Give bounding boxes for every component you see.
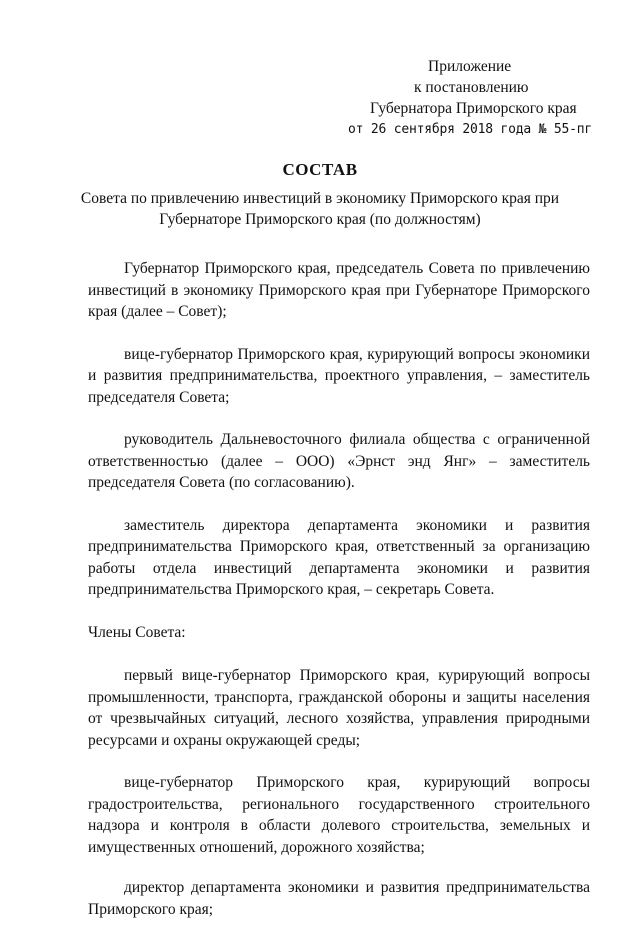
appendix-label: Приложение (428, 58, 512, 75)
appendix-date-number: от 26 сентября 2018 года № 55-пг (348, 122, 593, 137)
document-subtitle: Совета по привлечению инвестиций в экономику Приморского края при Губернаторе Приморского края (по должностям) (80, 190, 560, 228)
paragraph-deputy-chairman: вице-губернатор Приморского края, курирующий вопросы экономики и развития предпринимательства, проектного управления, – заместитель председателя Совета; (88, 345, 590, 406)
appendix-issuer: Губернатора Приморского края (370, 100, 577, 117)
paragraph-deputy-chairman-ey: руководитель Дальневосточного филиала общества с ограниченной ответственностью (далее – ООО) «Эрнст энд Янг» – заместитель председателя Совета (по согласованию). (88, 431, 590, 491)
appendix-block (330, 56, 593, 140)
member-item: директор департамента экономики и развития предпринимательства Приморского края; (88, 879, 590, 918)
document-title: СОСТАВ (282, 160, 358, 179)
paragraph-secretary: заместитель директора департамента экономики и развития предпринимательства Приморского края, ответственный за организацию работы отдела инвестиций департамента экономики и развития предпринимательства Приморского края, – секретарь Совета. (88, 516, 590, 598)
appendix-reference: к постановлению (414, 79, 529, 96)
member-item: вице-губернатор Приморского края, курирующий вопросы градостроительства, регионального государственного строительного надзора и контроля в области долевого строительства, земельных и имущественных отношений, дорожного хозяйства; (88, 774, 590, 856)
member-item: первый вице-губернатор Приморского края, курирующий вопросы промышленности, транспорта, гражданской обороны и защиты населения от чрезвычайных ситуаций, лесного хозяйства, управления природными ресурсами и охраны окружающей среды; (88, 667, 590, 749)
members-heading: Члены Совета: (88, 623, 186, 641)
document-body (88, 258, 590, 941)
paragraph-chairman: Губернатор Приморского края, председатель Совета по привлечению инвестиций в экономику Приморского края при Губернаторе Приморского края (далее – Совет); (88, 260, 590, 320)
